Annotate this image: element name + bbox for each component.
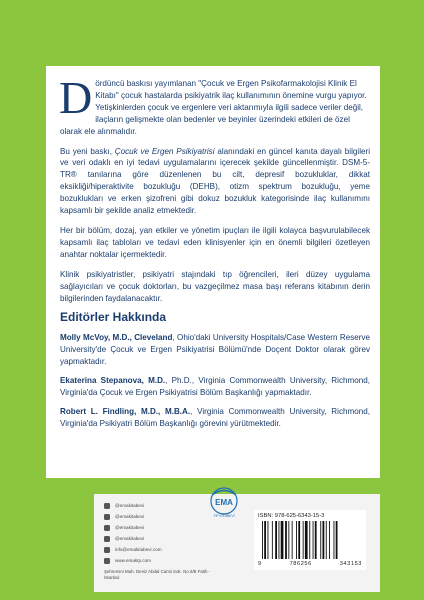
social-label: @emakitabevi [115, 503, 145, 508]
intro-paragraph [59, 72, 370, 138]
editor-2 [60, 375, 370, 399]
barcode-digit-group: 786256 [289, 561, 312, 567]
paragraph-1-pre: Bu yeni baskı, [60, 146, 115, 156]
barcode-digit-group: 9 [258, 561, 262, 567]
social-label: info@emakitabevi.com [115, 547, 162, 552]
ema-logo [206, 486, 242, 520]
editor-1 [60, 332, 370, 368]
twitter-icon [104, 525, 110, 531]
instagram-icon [104, 503, 110, 509]
intro-text: ördüncü baskısı yayımlanan "Çocuk ve Ergen Psikofarmakolojisi Klinik El Kitabı" çocuk hastalarda psikiyatrik ilaç kullanımının önemine vurgu yapıyor. Yetişkinlerden çocuk ve ergenlere veri aktarımıyla ilgili sadece veriler değil, ilaçların gelişmekte olan bedenler ve beyinler üzerindeki etkileri de özel olarak ele alınmalıdır. [60, 79, 367, 136]
paragraph-3: Klinik psikiyatristler, psikiyatri stajındaki tıp öğrencileri, ileri düzey uygulama sağlayıcıları ve çocuk doktorları, bu vazgeçilmez masa başı referans kitabının derin bilgilerinden faydalanacaktır. [60, 269, 370, 303]
paragraph-1-post: alanındaki en güncel kanıta dayalı bilgileri ve veri odaklı en iyi tedavi uygulamalarını içerecek şekilde güncellenmiştir. DSM-5-TR® tanılarına göre düzenlenen bu cilt, depresif bozukluklar, dikkat eksikliği/hiperaktivite bozukluğu (DEHB), otizm spektrum bozukluğu, yeme bozuklukları ve erken şizofreni gibi dokuz bozukluk kategorisinde ilaç kullanımını kapsamlı bir şekilde analiz etmektedir. [60, 146, 370, 216]
editor-3-name: Robert L. Findling, M.D., M.B.A. [60, 406, 191, 416]
editor-2-name: Ekaterina Stepanova, M.D. [60, 376, 166, 386]
paragraph-2: Her bir bölüm, dozaj, yan etkiler ve yönetim ipuçları ile ilgili kolayca başvurulabilecek kapsamlı ilaç tabloları ve tedavi eden klinisyenler için en önemli bilgileri özetleyen anahtar noktalar içermektedir. [60, 225, 370, 259]
barcode-digit-group: 343153 [339, 561, 362, 567]
social-label: @emakitabevi [115, 514, 145, 519]
social-row-twitter[interactable] [104, 522, 224, 533]
editor-2-desc: , Ph.D., Virginia Commonwealth University, Richmond, Virginia'da Çocuk ve Ergen Psikiyatrisi Bölüm Başkanlığı yapmaktadır. [60, 376, 370, 397]
logo-text: EMA [215, 498, 233, 507]
barcode-image [258, 521, 362, 559]
editor-3-desc: , Virginia Commonwealth University, Richmond, Virginia'da Psikiyatri Bölüm Başkanlığı görevini yürütmektedir. [60, 406, 370, 428]
editor-1-desc: , Ohio'daki University Hospitals/Case Western Reserve University'de Çocuk ve Ergen Psikiyatrisi Bölümü'nde Doçent Doktor olarak görev yapmaktadır. [60, 333, 370, 367]
social-row-email[interactable] [104, 544, 224, 555]
social-label: @emakitabevi [115, 525, 145, 530]
social-label: www.emaktp.com [115, 558, 151, 563]
paragraph-1-italic: Çocuk ve Ergen Psikiyatrisi [114, 146, 215, 156]
cover-text [59, 72, 370, 437]
editors-heading: Editörler Hakkında [60, 310, 167, 325]
drop-cap: D [59, 72, 93, 123]
youtube-icon [104, 536, 110, 542]
email-icon [104, 547, 110, 553]
web-icon [104, 558, 110, 564]
logo-subtext: TIP KİTABEVİ [213, 514, 235, 518]
barcode-number [258, 561, 362, 567]
isbn-label: ISBN: 978-625-6343-15-3 [258, 513, 325, 519]
social-row-youtube[interactable] [104, 533, 224, 544]
social-label: @emakitabevi [115, 536, 145, 541]
editor-3 [60, 406, 370, 430]
publisher-address: Şehremini Mah. Deniz Abdal Camii Sok. No:4/B Fatih - İstanbul [104, 569, 211, 580]
social-row-web[interactable] [104, 555, 224, 566]
paragraph-1 [60, 146, 370, 217]
facebook-icon [104, 514, 110, 520]
top-color-band [0, 0, 424, 66]
editor-1-name: Molly McVoy, M.D., Cleveland [60, 333, 173, 343]
